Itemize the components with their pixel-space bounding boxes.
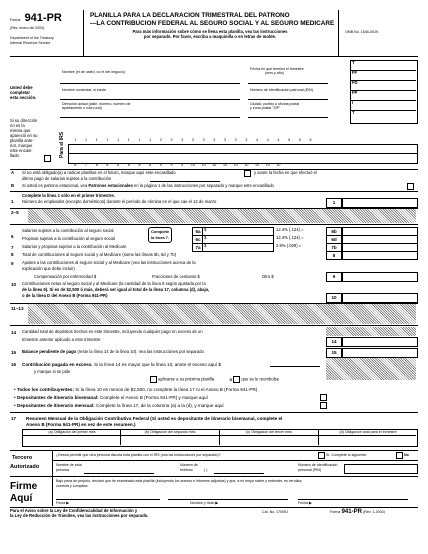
- final-wages-date-field[interactable]: [150, 181, 220, 182]
- line-17-text-2: Anexo B (Forma 941-PR) en vez de este resumen.): [26, 422, 136, 427]
- monthly-checkbox[interactable]: [320, 402, 327, 409]
- designee-name-label-2: persona: [56, 468, 69, 472]
- designee-phone-parens: ( ): [204, 468, 208, 472]
- bullet-all-taxpayers: • Todos los contribuyentes: Si la línea 10 es menos de $2,500, no complete la línea 17 ni el Anexo B (Forma 941-PR).: [14, 387, 259, 392]
- line-15-text: Balance pendiente de pago (reste la línea 14 de la línea 10). Vea las instrucciones por separado: [22, 349, 204, 354]
- line-16-number: 16: [11, 362, 17, 367]
- city-field[interactable]: [248, 111, 328, 118]
- bullet-semiweekly: • Depositantes de itinerario bisemanal: Complete el Anexo B (Forma 941-PR) y marque aquí: [14, 395, 208, 400]
- line-7a-rate: 2.9% (.029) =: [276, 243, 302, 248]
- line-9-text-1: Ajustes a las contribuciones al seguro social y al Medicare (vea las instrucciones acerca de la: [22, 260, 196, 265]
- line-b-checkbox[interactable]: [407, 183, 414, 190]
- designee-name-label-1: Nombre de esta: [56, 463, 82, 467]
- col-a-header: (a) Obligación del primer mes: [48, 430, 96, 434]
- form-revision: (Rev. enero del 2004): [10, 26, 45, 30]
- date-label-1: Fecha en que terminó el trimestre: [250, 67, 304, 71]
- line-6a-rate: 12.4% (.124) =: [276, 227, 304, 232]
- name-label: Nombre (el de usted, no el del negocio): [62, 70, 125, 74]
- name-title-field[interactable]: [168, 491, 288, 500]
- designee-phone-label-1: Número de: [180, 463, 198, 467]
- line-9-box: 9: [326, 272, 342, 282]
- line-7a-box: 7a: [192, 243, 204, 252]
- line-1-text: Número de empleados (excepto domésticos) durante el período de nómina en el que cae el 12 de marzo: [22, 199, 217, 204]
- line-1-number: 1: [11, 199, 14, 204]
- signature-label: Firma ▶: [56, 501, 69, 505]
- line-16-hatch: [326, 358, 416, 380]
- form-number: 941-PR: [24, 12, 62, 24]
- line-10-text-1: Contribuciones netas al seguro social y al Medicare (la cantidad de la línea 8 según ajustada por la: [22, 281, 206, 286]
- sign-title-2: Aquí: [10, 493, 33, 504]
- footer-privacy-1: Para el Aviso sobre la Ley de Confidencialidad de Información y: [10, 508, 138, 513]
- line-b-label: B: [11, 183, 15, 188]
- line-15-amount[interactable]: [342, 348, 418, 358]
- line-16-text-2: y marque si se pide: [34, 369, 71, 374]
- designee-name-field[interactable]: [84, 469, 154, 474]
- code-t2: T: [352, 110, 355, 115]
- address-field[interactable]: [60, 111, 240, 118]
- line-17-number: 17: [11, 416, 17, 421]
- lines-2-5-label: 2–5: [11, 210, 19, 215]
- sign-date-field[interactable]: [298, 491, 408, 500]
- address-label-1: Dirección actual (calle, número, número de: [62, 102, 131, 106]
- signature-field[interactable]: [56, 491, 160, 500]
- line-15-number: 15: [11, 350, 17, 355]
- line-14-hatch: [326, 327, 416, 336]
- overpayment-amount-field[interactable]: [270, 366, 320, 367]
- col-d-header: (d) Obligación total para el trimestre: [339, 430, 397, 434]
- line-10-box: 10: [326, 293, 342, 303]
- line-6a-box: 6a: [192, 227, 204, 236]
- form-number-block: [10, 12, 62, 25]
- line-1-amount[interactable]: [342, 198, 418, 208]
- code-t: T: [352, 60, 355, 65]
- line-6c-rate: 12.4% (.124) =: [276, 235, 304, 240]
- code-fp: FP: [352, 90, 358, 95]
- address-change-checkbox[interactable]: [44, 155, 51, 162]
- city-label-1: Ciudad, pueblo u oficina postal: [250, 102, 300, 106]
- line-8-number: 8: [11, 252, 14, 257]
- designee-pin-label-2: personal (PIN): [298, 468, 322, 472]
- lines-11-13-hatched: [28, 304, 416, 324]
- month-1-amount[interactable]: [23, 437, 119, 444]
- line-a-checkbox[interactable]: [244, 170, 251, 177]
- form-subtitle-1: Para más información sobre cómo se llena esta planilla, vea las instrucciones: [132, 29, 288, 34]
- line-10-amount[interactable]: [342, 293, 418, 303]
- line-6a-amount[interactable]: $: [202, 227, 274, 236]
- form-title-1: PLANILLA PARA LA DECLARACION TRIMESTRAL DEL PATRONO: [90, 12, 290, 19]
- ein-label: Número de identificación patronal (EIN): [250, 88, 313, 92]
- designee-pin-label-1: Número de identificación: [298, 463, 338, 467]
- third-party-question: ¿Desea permitir que otra persona discuta esta planilla con el IRS (vea las instrucciones por separado)?: [56, 453, 221, 457]
- line-10-text-2: de la línea 9). Si es de $2,500 ó más, deberá ser igual al total de la línea 17, columna (d), abajo,: [22, 287, 210, 292]
- line-7b-box: 7b: [326, 243, 342, 252]
- line-9-fractions: Fracciones de centavos $: [152, 274, 200, 279]
- line-9-amount[interactable]: [342, 272, 418, 282]
- perjury-text-1: Bajo pena de perjurio, declaro que he examinado esta planilla (incluyendo los anexos e informes adjuntos) y que, a mi mejor saber y entender, es verídica,: [56, 479, 303, 483]
- line-6b-box: 6b: [326, 227, 342, 236]
- usted-debe-1: Usted debe: [10, 85, 33, 90]
- line-a-label: A: [11, 170, 15, 175]
- designee-phone-label-2: teléfono: [180, 468, 193, 472]
- line-17-text-1: Resumen Mensual de la Obligación Contributiva Federal (Si usted es depositante de itinerario bisemanal, complete el: [26, 416, 283, 421]
- para-irs-label: Para el IRS: [59, 131, 65, 158]
- line-1-box: 1: [326, 198, 342, 208]
- line-6a-text: Salarios sujetos a la contribución al seguro social: [22, 228, 114, 233]
- name-title-label: Nombre y título ▶: [190, 501, 219, 505]
- code-fd: FD: [352, 80, 358, 85]
- line-14-amount[interactable]: [342, 337, 418, 347]
- ein-field[interactable]: [248, 93, 328, 100]
- line-8-box: 8: [326, 251, 342, 260]
- line-7-number: 7: [11, 245, 14, 250]
- lines-2-5-hatched: [28, 209, 416, 223]
- commercial-name-label: Nombre comercial, si existe: [62, 88, 107, 92]
- usted-debe-3: esta sección.: [10, 95, 37, 100]
- line-8-amount[interactable]: [342, 251, 418, 260]
- line-7a-text: Salarios y propinas sujetos a la contribución al Medicare: [22, 244, 127, 249]
- line-a-text-2: y anote la fecha en que efectuó el: [254, 170, 317, 175]
- third-party-title-1: Tercero: [12, 455, 33, 461]
- form-title-2: —LA CONTRIBUCION FEDERAL AL SEGURO SOCIAL Y AL SEGURO MEDICARE: [90, 20, 335, 27]
- code-ff: FF: [352, 70, 358, 75]
- line-16-options: aplicarse a su próxima planilla o que se le reembolse: [150, 376, 279, 383]
- quarter-total-amount[interactable]: [320, 437, 415, 444]
- month-2-amount[interactable]: [122, 437, 218, 444]
- date-label: Fecha ▶: [298, 501, 312, 505]
- line-6c-box: 6c: [192, 235, 204, 244]
- line-8-text: Total de contribuciones al seguro social y al Medicare (sume las líneas 6b, 6d y 7b): [22, 252, 177, 257]
- line-1-intro: Complete la línea 1 sólo en el primer trimestre.: [22, 193, 115, 198]
- bullet-monthly: • Depositantes de itinerario mensual: Complete la línea 17, de la columna (a) a la (d), y marque aquí: [14, 403, 224, 408]
- designee-pin-field[interactable]: [344, 464, 418, 474]
- line-9-text-2: explicación que debe incluir): [22, 266, 75, 271]
- line-9-sick-pay: Compensación por enfermedad $: [34, 274, 97, 279]
- refund-checkbox[interactable]: [233, 376, 240, 383]
- col-b-header: (b) Obligación del segundo mes: [144, 430, 196, 434]
- footer-cat-number: Cat. No. 17009J: [262, 510, 288, 514]
- third-party-no-checkbox[interactable]: [396, 452, 403, 459]
- apply-next-return-checkbox[interactable]: [150, 376, 157, 383]
- perjury-text-2: correcta y completa.: [56, 484, 89, 488]
- address-change-note: Si su dirección no es la misma que apareció en su planilla ante- rior, marque este encasi- llado.: [10, 118, 38, 159]
- complete-line-7-note: Complete la línea 7.: [148, 227, 172, 243]
- line-14-box: 14: [326, 337, 342, 347]
- third-party-title-2: Autorizado: [10, 464, 40, 470]
- line-6c-amount[interactable]: $: [202, 235, 274, 244]
- footer-privacy-2: la Ley de Reducción de Trámites, vea las instrucciones por separado.: [10, 513, 149, 518]
- line-6c-text: Propinas sujetas a la contribución al seguro social: [22, 236, 115, 241]
- irs-digit-row-1: 1 1 1 1 1 1 1 1 2 3 3 3 3 3 3 3 3 4 4 4 5 5 5: [74, 138, 312, 142]
- line-14-number: 14: [11, 330, 17, 335]
- sign-title-1: Firme: [10, 481, 38, 492]
- col-c-header: (c) Obligación del tercer mes: [246, 430, 292, 434]
- line-9-other: Otro $: [262, 274, 274, 279]
- quarter-date-field[interactable]: [248, 76, 328, 84]
- date-label-2: (mes y año): [265, 71, 284, 75]
- line-7a-amount[interactable]: $: [202, 243, 274, 252]
- line-b-text: Si usted es patrono estacional, vea Patronos estacionales en la página 1 de las instrucciones por separado y marque este encasillado: [22, 183, 274, 188]
- omb-number: OMB No. 1545-0029: [345, 30, 378, 34]
- address-label-2: apartamento o ruta rural): [62, 106, 102, 110]
- footer-form-id: Forma 941-PR (Rev. 1-2004): [330, 509, 385, 515]
- city-label-2: y zona postal "ZIP": [250, 106, 281, 110]
- name-field[interactable]: [60, 75, 240, 84]
- line-a-text-3: último pago de salarios sujetos a la contribución: [22, 176, 112, 181]
- irs-digit-row-2: 6 7 8 8 8 8 8 8 9 9 9 10 10 10 10 10 10 10 10 10: [74, 163, 281, 167]
- commercial-name-field[interactable]: [60, 93, 240, 100]
- usted-debe-2: completar: [10, 90, 31, 95]
- third-party-yes-checkbox[interactable]: [318, 452, 325, 459]
- line-10-number: 10: [11, 282, 17, 287]
- line-6-number: 6: [11, 234, 14, 239]
- line-15-box: 15: [326, 348, 342, 358]
- designee-phone-field[interactable]: [214, 469, 264, 474]
- third-party-yes-label: Sí. Complete lo siguiente.: [326, 453, 367, 457]
- form-subtitle-2: por separado. Por favor, escriba a maquinilla o en letras de molde.: [143, 34, 277, 39]
- dept-line-1: Department of the Treasury: [10, 36, 54, 40]
- semiweekly-checkbox[interactable]: [320, 394, 327, 401]
- lines-11-13-label: 11–13: [11, 306, 24, 311]
- line-6d-box: 6d: [326, 235, 342, 244]
- line-a-text: Si no está obligado(a) a radicar planillas en el futuro, marque aquí este encasillado: [22, 170, 176, 175]
- code-i: I: [352, 100, 354, 105]
- month-3-amount[interactable]: [221, 437, 317, 444]
- line-14-text-2: trimestre anterior aplicado a este trimestre: [22, 337, 101, 342]
- line-10-text-3: o de la línea D del Anexo B (Forma 941-PR): [22, 293, 108, 298]
- line-14-text-1: Cantidad total de depósitos hechos en este trimestre, incluyendo cualquier pago en exceso de un: [22, 329, 203, 334]
- line-9-number: 9: [11, 261, 14, 266]
- form-label: Forma: [10, 18, 21, 22]
- third-party-no-label: No: [404, 453, 409, 457]
- line-16-text: Contribución pagada en exceso. Si la línea 14 es mayor que la línea 10, anote el exceso aquí $: [22, 362, 221, 367]
- dept-line-2: Internal Revenue Service: [10, 41, 51, 45]
